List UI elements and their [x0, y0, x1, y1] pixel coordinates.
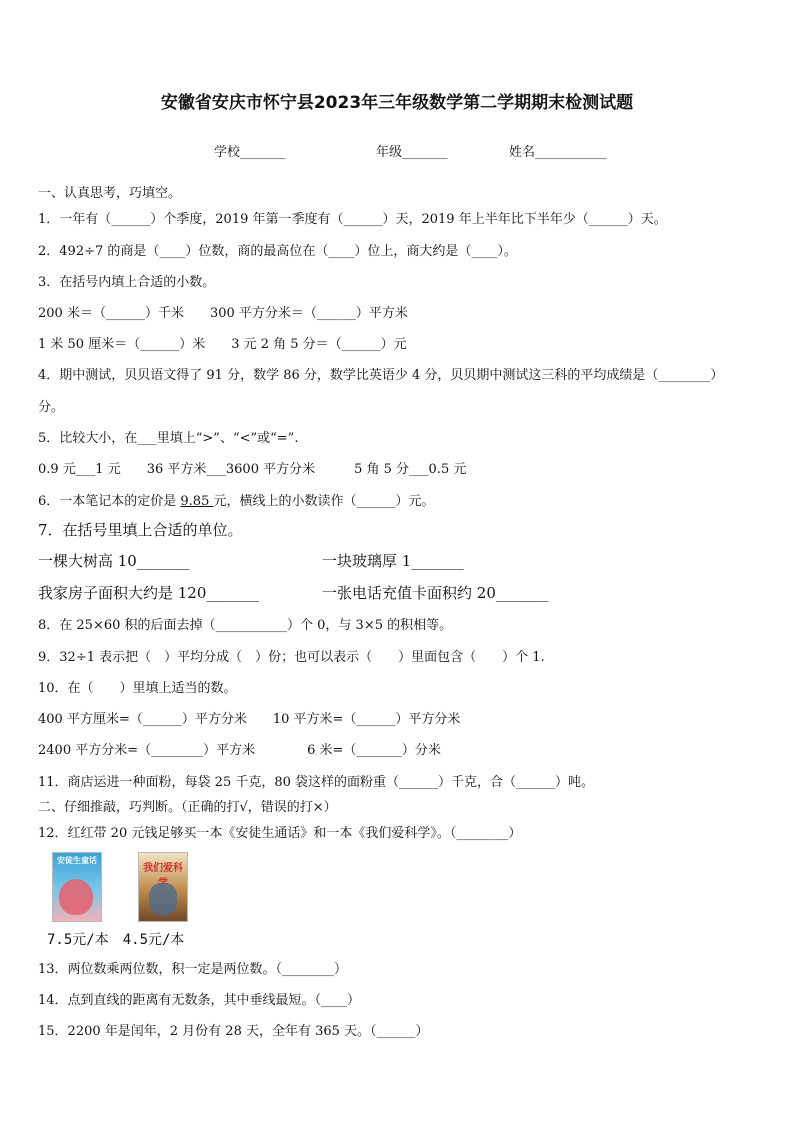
question-7-d: 一张电话充值卡面积约 20_______ — [322, 584, 549, 602]
question-10-line-a: 400 平方厘米=（______）平方分米 10 平方米=（______）平方分米 — [38, 712, 461, 727]
book-cover-andersen — [52, 852, 102, 922]
question-3: 3．在括号内填上合适的小数。 — [38, 275, 216, 290]
section-heading-1: 一、认真思考，巧填空。 — [38, 186, 182, 201]
book-cover-title: 我们爱科 — [143, 863, 183, 874]
question-15: 15．2200 年是闰年，2 月份有 28 天，全年有 365 天。（______） — [38, 1024, 429, 1039]
section-heading-2: 二、仔细推敲，巧判断。（正确的打√，错误的打×） — [38, 800, 337, 815]
question-4: 4．期中测试，贝贝语文得了 91 分，数学 86 分，数学比英语少 4 分，贝贝期中测试这三科的平均成绩是（________） — [38, 368, 724, 383]
book-cover-illustration — [59, 879, 93, 915]
question-4-continued: 分。 — [38, 400, 65, 415]
question-5-line-a: 0.9 元___1 元 36 平方米___3600 平方分米 5 角 5 分___0.5 元 — [38, 462, 467, 477]
page-title: 安徽省安庆市怀宁县2023年三年级数学第二学期期末检测试题 — [160, 93, 634, 113]
grade-field: 年级_______ — [376, 145, 448, 160]
question-3-line-b: 1 米 50 厘米＝（______）米 3 元 2 角 5 分＝（______）元 — [38, 337, 407, 352]
book-cover-title: 安徒生童话 — [57, 856, 97, 865]
question-10: 10．在（ ）里填上适当的数。 — [38, 681, 237, 696]
name-field: 姓名___________ — [509, 145, 607, 160]
question-7-a: 一棵大树高 10_______ — [38, 552, 190, 570]
question-8: 8．在 25×60 积的后面去掉（___________）个 0，与 3×5 的积相等。 — [38, 618, 453, 633]
book-cover-science — [138, 852, 188, 922]
question-9: 9．32÷1 表示把（ ）平均分成（ ）份；也可以表示（ ）里面包含（ ）个 1. — [38, 650, 545, 665]
question-13: 13．两位数乘两位数，积一定是两位数。（________） — [38, 962, 348, 977]
question-10-line-b: 2400 平方分米=（________）平方米 6 米=（_______）分米 — [38, 743, 441, 758]
question-12: 12．红红带 20 元钱足够买一本《安徒生通话》和一本《我们爱科学》。（________） — [38, 826, 522, 841]
question-6-prefix: 6．一本笔记本的定价是 — [38, 494, 181, 509]
question-14: 14．点到直线的距离有无数条，其中垂线最短。（____） — [38, 993, 361, 1008]
question-6-suffix: 元，横线上的小数读作（______）元。 — [213, 494, 435, 509]
question-6-number: 9.85 — [180, 494, 214, 509]
question-3-line-a: 200 米＝（______）千米 300 平方分米＝（______）平方米 — [38, 306, 408, 321]
question-1: 1．一年有（______）个季度，2019 年第一季度有（______）天，2019 年上半年比下半年少（______）天。 — [38, 212, 667, 227]
question-7-b: 一块玻璃厚 1_______ — [322, 552, 464, 570]
book-prices: 7.5元/本 4.5元/本 — [47, 932, 185, 948]
question-7-c: 我家房子面积大约是 120_______ — [38, 584, 259, 602]
question-11: 11．商店运进一种面粉，每袋 25 千克，80 袋这样的面粉重（______）千克，合（______）吨。 — [38, 775, 595, 790]
book-cover-illustration — [149, 883, 177, 915]
question-2: 2．492÷7 的商是（____）位数，商的最高位在（____）位上，商大约是（____）。 — [38, 244, 517, 259]
question-5: 5．比较大小，在___里填上“>”、“<”或“=”. — [38, 431, 299, 446]
question-6 — [38, 490, 435, 509]
school-field: 学校_______ — [214, 145, 286, 160]
question-7: 7．在括号里填上合适的单位。 — [38, 521, 243, 539]
